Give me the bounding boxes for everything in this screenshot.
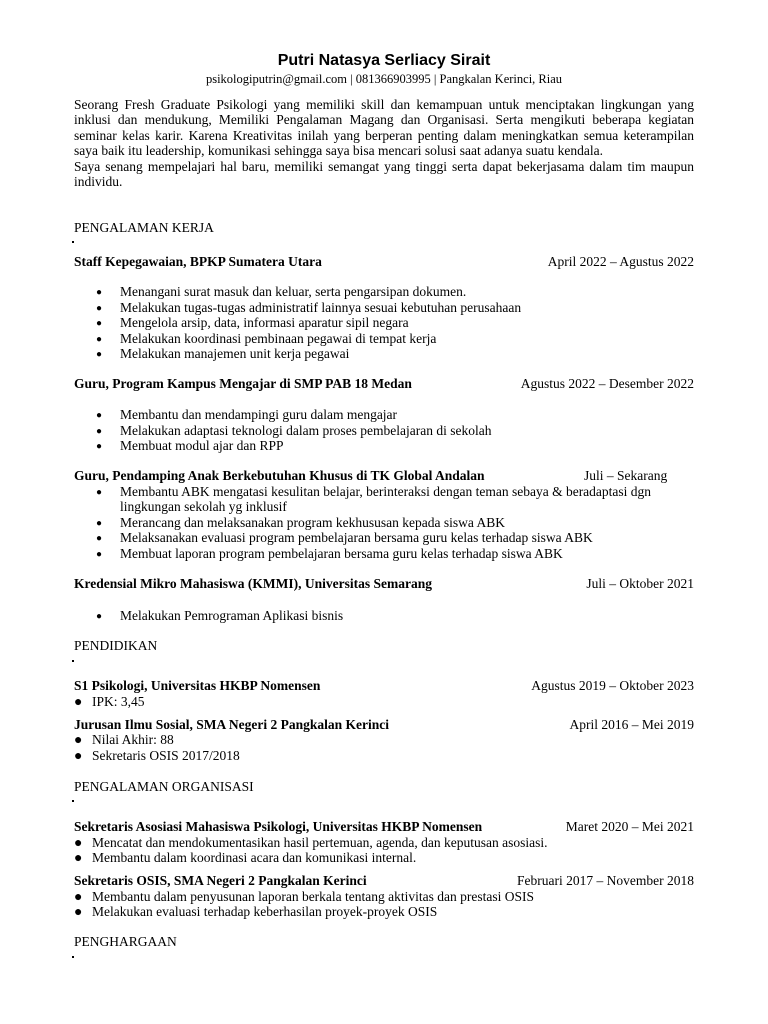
job-date: April 2022 – Agustus 2022 (547, 254, 694, 269)
bullet-icon: ● (96, 487, 103, 498)
education-title: Jurusan Ilmu Sosial, SMA Negeri 2 Pangkalan Kerinci (74, 717, 390, 732)
list-item-text: Membantu dalam koordinasi acara dan komunikasi internal. (92, 850, 417, 865)
section-heading-organization: PENGALAMAN ORGANISASI (74, 779, 254, 794)
bullet-icon: ● (74, 836, 83, 851)
list-item-text: Nilai Akhir: 88 (92, 732, 174, 747)
list-item-text: Melakukan manajemen unit kerja pegawai (120, 346, 350, 361)
organization-date: Maret 2020 – Mei 2021 (565, 819, 694, 834)
heading-marker (72, 800, 74, 802)
list-item (96, 438, 283, 454)
list-item-text: Sekretaris OSIS 2017/2018 (92, 748, 240, 763)
job-title: Staff Kepegawaian, BPKP Sumatera Utara (74, 254, 322, 269)
resume-name: Putri Natasya Serliacy Sirait (277, 52, 491, 69)
education-title: S1 Psikologi, Universitas HKBP Nomensen (74, 678, 321, 693)
contact-info: psikologiputrin@gmail.com | 081366903995 | Pangkalan Kerinci, Riau (205, 72, 563, 86)
education-date: Agustus 2019 – Oktober 2023 (531, 678, 694, 693)
bullet-icon: ● (74, 695, 83, 710)
list-item-continuation: lingkungan sekolah yg inklusif (120, 499, 287, 514)
list-item (96, 300, 521, 316)
list-item-text: Menangani surat masuk dan keluar, serta pengarsipan dokumen. (120, 284, 467, 299)
list-item (74, 694, 145, 711)
list-item (96, 331, 436, 347)
organization-title: Sekretaris OSIS, SMA Negeri 2 Pangkalan Kerinci (74, 873, 367, 888)
list-item (96, 315, 409, 331)
list-item (74, 850, 416, 867)
list-item-text: Membantu dan mendampingi guru dalam mengajar (120, 407, 398, 422)
summary-paragraph: Saya senang mempelajari hal baru, memiliki semangat yang tinggi serta dapat bekerjasama dalam tim maupun individu. (74, 158, 694, 190)
heading-marker (72, 956, 74, 958)
section-heading-experience: PENGALAMAN KERJA (74, 220, 214, 235)
list-item (96, 484, 651, 500)
bullet-icon: ● (74, 733, 83, 748)
list-item-text: Membuat modul ajar dan RPP (120, 438, 284, 453)
job-title: Kredensial Mikro Mahasiswa (KMMI), Universitas Semarang (74, 576, 432, 591)
list-item-text: IPK: 3,45 (92, 694, 145, 709)
section-heading-education: PENDIDIKAN (74, 638, 158, 653)
list-item (96, 530, 593, 546)
heading-marker (72, 660, 74, 662)
bullet-icon: ● (74, 890, 83, 905)
list-item-text: Melakukan tugas-tugas administratif lainnya sesuai kebutuhan perusahaan (120, 300, 522, 315)
bullet-icon: ● (96, 318, 103, 329)
bullet-icon: ● (96, 441, 103, 452)
bullet-icon: ● (96, 518, 103, 529)
list-item (96, 284, 466, 300)
job-date: Juli – Sekarang (584, 468, 668, 483)
list-item-text: Melaksanakan evaluasi program pembelajaran bersama guru kelas terhadap siswa ABK (120, 530, 593, 545)
bullet-icon: ● (96, 549, 103, 560)
bullet-icon: ● (96, 349, 103, 360)
list-item-text: Mencatat dan mendokumentasikan hasil pertemuan, agenda, dan keputusan asosiasi. (92, 835, 548, 850)
list-item-text: Merancang dan melaksanakan program kekhususan kepada siswa ABK (120, 515, 506, 530)
list-item (96, 608, 343, 624)
list-item-text: Melakukan koordinasi pembinaan pegawai di tempat kerja (120, 331, 437, 346)
job-date: Agustus 2022 – Desember 2022 (520, 376, 694, 391)
bullet-icon: ● (96, 410, 103, 421)
list-item (74, 904, 437, 921)
job-date: Juli – Oktober 2021 (586, 576, 694, 591)
heading-marker (72, 241, 74, 243)
bullet-icon: ● (96, 426, 103, 437)
list-item (96, 515, 505, 531)
list-item-text: Melakukan evaluasi terhadap keberhasilan proyek-proyek OSIS (92, 904, 438, 919)
list-item-text: Mengelola arsip, data, informasi aparatur sipil negara (120, 315, 409, 330)
list-item-text: Membantu dalam penyusunan laporan berkala tentang aktivitas dan prestasi OSIS (92, 889, 535, 904)
list-item-text: Membuat laporan program pembelajaran bersama guru kelas terhadap siswa ABK (120, 546, 563, 561)
bullet-icon: ● (96, 287, 103, 298)
list-item (96, 423, 492, 439)
list-item-text: Melakukan Pemrograman Aplikasi bisnis (120, 608, 344, 623)
bullet-icon: ● (74, 851, 83, 866)
profile-summary (74, 97, 694, 189)
list-item (74, 748, 240, 765)
bullet-icon: ● (96, 611, 103, 622)
bullet-icon: ● (96, 303, 103, 314)
list-item (96, 407, 397, 423)
section-heading-awards: PENGHARGAAN (74, 934, 177, 949)
organization-date: Februari 2017 – November 2018 (517, 873, 694, 888)
job-title: Guru, Pendamping Anak Berkebutuhan Khusus di TK Global Andalan (74, 468, 485, 483)
list-item (96, 346, 349, 362)
list-item (74, 732, 174, 749)
list-item (96, 546, 563, 562)
job-title: Guru, Program Kampus Mengajar di SMP PAB 18 Medan (74, 376, 412, 391)
bullet-icon: ● (96, 334, 103, 345)
list-item-text: Melakukan adaptasi teknologi dalam proses pembelajaran di sekolah (120, 423, 492, 438)
education-date: April 2016 – Mei 2019 (569, 717, 694, 732)
summary-paragraph: Seorang Fresh Graduate Psikologi yang memiliki skill dan kemampuan untuk menciptakan lingkungan yang inklusi dan mendukung, Memiliki Pengalaman Magang dan Organisasi. Serta mengikuti beberapa kegiatan seminar kelas karir. Karena Kreativitas inilah yang berperan penting dalam meningkatkan semua keterampilan saya baik itu leadership, komunikasi sehingga saya bisa mencari solusi saat adanya suatu kendala. (74, 97, 694, 159)
bullet-icon: ● (96, 533, 103, 544)
bullet-icon: ● (74, 749, 83, 764)
list-item-text: Membantu ABK mengatasi kesulitan belajar, berinteraksi dengan teman sebaya & beradaptasi dgn (120, 484, 652, 499)
bullet-icon: ● (74, 905, 83, 920)
organization-title: Sekretaris Asosiasi Mahasiswa Psikologi, Universitas HKBP Nomensen (74, 819, 483, 834)
